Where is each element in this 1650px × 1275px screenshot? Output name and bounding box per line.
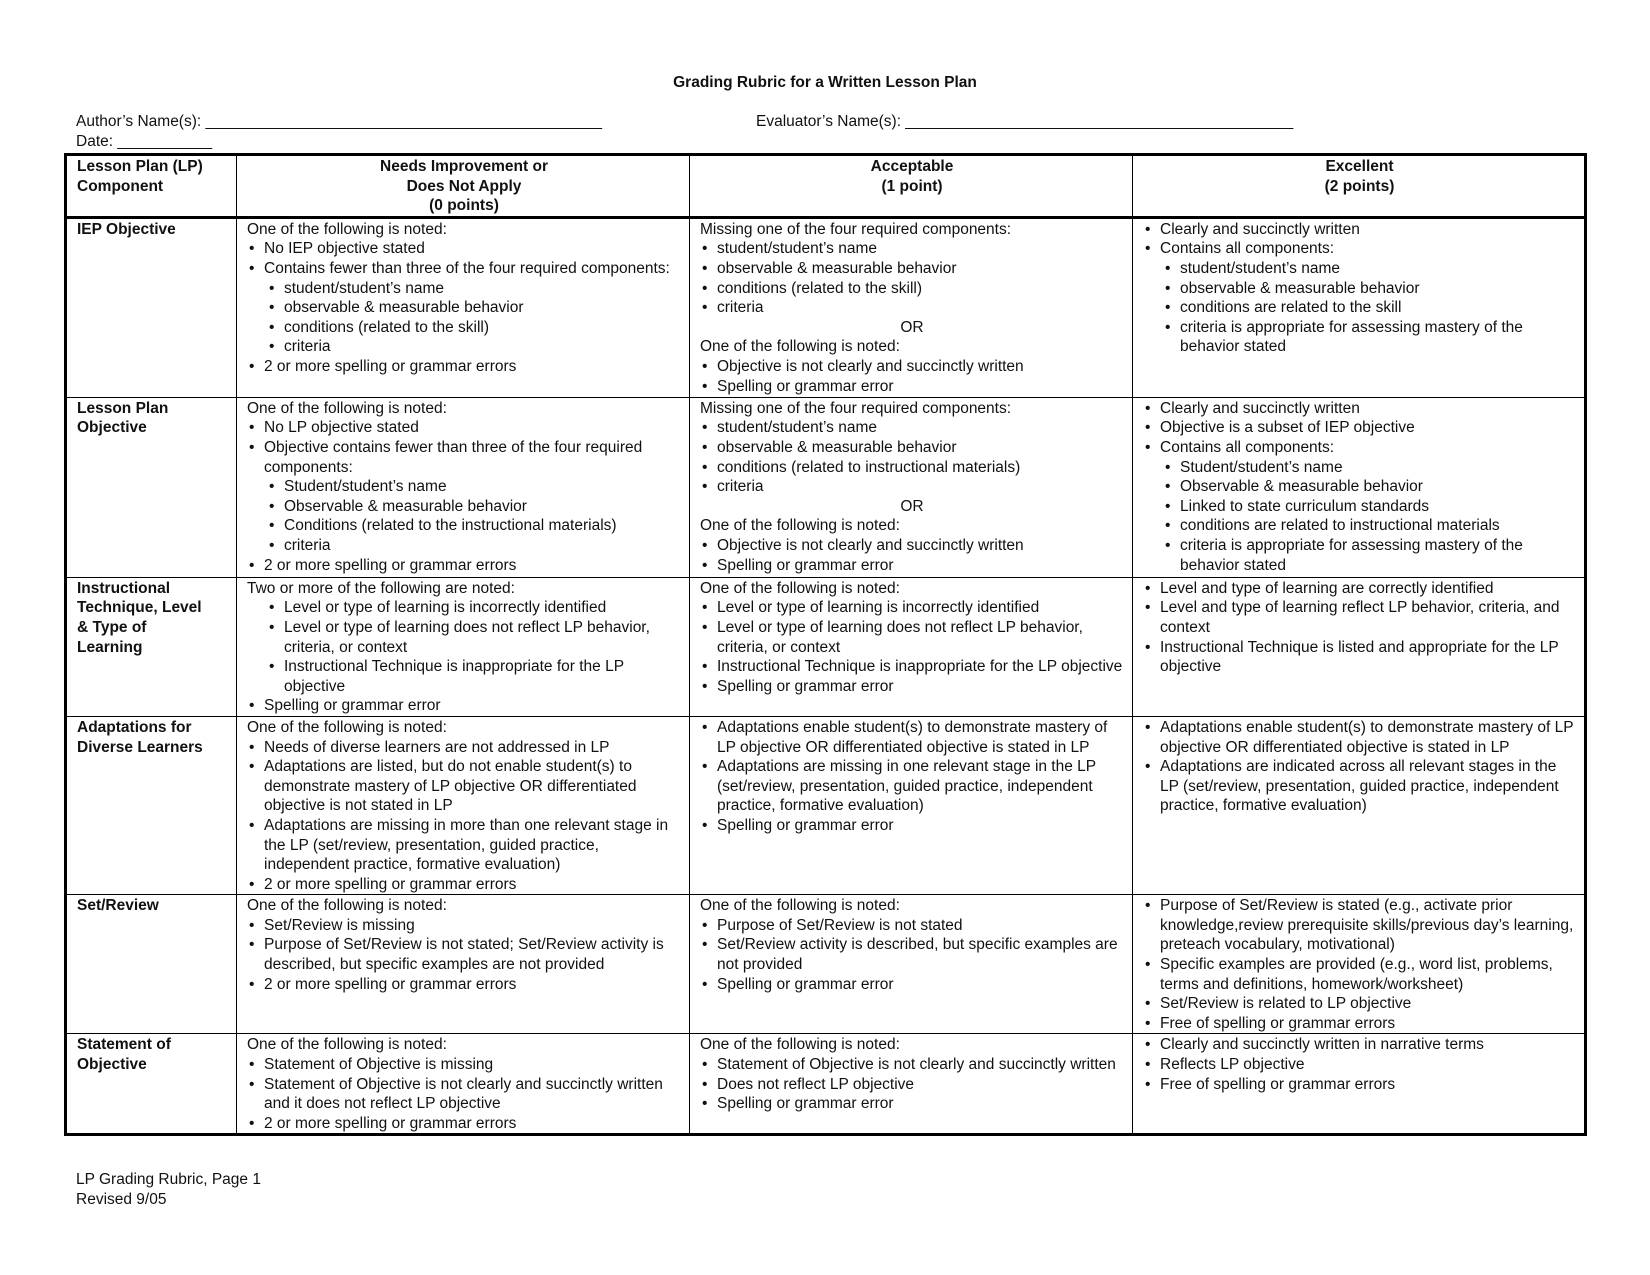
- list-item: • criteria is appropriate for assessing mastery of the behavior stated: [1163, 318, 1576, 357]
- header-acceptable: [690, 155, 1133, 218]
- list-item: • Contains fewer than three of the four required components:: [247, 259, 681, 279]
- list-item: • Observable & measurable behavior: [1163, 477, 1576, 497]
- list-item: • Purpose of Set/Review is not stated: [700, 916, 1124, 936]
- cell-intro: One of the following is noted:: [700, 1036, 900, 1054]
- list-item: • Statement of Objective is missing: [247, 1055, 681, 1075]
- list-item: • criteria: [267, 536, 681, 556]
- list-item: • conditions (related to the skill): [700, 279, 1124, 299]
- footer-revised-label: Revised 9/05: [76, 1190, 167, 1208]
- cell-intro: One of the following is noted:: [700, 338, 900, 356]
- cell-intro: Two or more of the following are noted:: [247, 579, 515, 597]
- needs-cell: [237, 577, 690, 716]
- list-item: • Spelling or grammar error: [700, 377, 1124, 397]
- or-separator: OR: [900, 497, 924, 515]
- component-label: & Type of: [77, 618, 147, 636]
- needs-cell: [237, 716, 690, 894]
- bullet-list: [700, 418, 1124, 496]
- acceptable-cell: [690, 1034, 1133, 1135]
- page-title: Grading Rubric for a Written Lesson Plan: [673, 74, 977, 91]
- list-item: • student/student’s name: [700, 418, 1124, 438]
- list-item: • conditions (related to instructional materials): [700, 458, 1124, 478]
- cell-intro: One of the following is noted:: [247, 399, 447, 417]
- header-needs-line: (0 points): [429, 197, 499, 215]
- component-label: Learning: [77, 638, 143, 656]
- component-label: Set/Review: [77, 897, 159, 915]
- excellent-cell: [1133, 716, 1586, 894]
- list-item: • 2 or more spelling or grammar errors: [247, 975, 681, 995]
- sub-bullet-list: [267, 598, 681, 696]
- list-item: • No IEP objective stated: [247, 239, 681, 259]
- needs-cell: [237, 1034, 690, 1135]
- sub-bullet-list: [267, 477, 681, 555]
- acceptable-cell: [690, 895, 1133, 1034]
- header-needs-improvement: [237, 155, 690, 218]
- header-excellent-line: (2 points): [1324, 177, 1395, 195]
- list-item: • Reflects LP objective: [1143, 1055, 1576, 1075]
- list-item: • observable & measurable behavior: [700, 259, 1124, 279]
- bullet-list: [247, 239, 681, 278]
- list-item: • Contains all components:: [1143, 239, 1576, 259]
- list-item: • 2 or more spelling or grammar errors: [247, 1114, 681, 1134]
- cell-intro: One of the following is noted:: [247, 718, 447, 736]
- bullet-list: [1143, 896, 1576, 1033]
- list-item: • Spelling or grammar error: [700, 556, 1124, 576]
- header-excellent: [1133, 155, 1586, 218]
- page-footer: [76, 1170, 261, 1209]
- acceptable-cell: [690, 217, 1133, 397]
- list-item: • Spelling or grammar error: [700, 1094, 1124, 1114]
- sub-bullet-list: [267, 279, 681, 357]
- bullet-list: [1143, 718, 1576, 816]
- excellent-cell: [1133, 1034, 1586, 1135]
- list-item: • Needs of diverse learners are not addressed in LP: [247, 738, 681, 758]
- list-item: • Instructional Technique is inappropriate for the LP objective: [267, 657, 681, 696]
- list-item: • Clearly and succinctly written: [1143, 220, 1576, 240]
- list-item: • Statement of Objective is not clearly and succinctly written and it does not reflect LP objective: [247, 1075, 681, 1114]
- bullet-list: [247, 916, 681, 994]
- needs-cell: [237, 217, 690, 397]
- bullet-list: [700, 598, 1124, 696]
- list-item: • conditions (related to the skill): [267, 318, 681, 338]
- list-item: • observable & measurable behavior: [1163, 279, 1576, 299]
- excellent-cell: [1133, 577, 1586, 716]
- component-cell: [66, 217, 237, 397]
- list-item: • Instructional Technique is listed and appropriate for the LP objective: [1143, 638, 1576, 677]
- bullet-list: [247, 696, 681, 716]
- rubric-row: [66, 577, 1586, 716]
- footer-page-label: LP Grading Rubric, Page 1: [76, 1171, 261, 1188]
- list-item: • Linked to state curriculum standards: [1163, 497, 1576, 517]
- date-field: Date: ___________: [76, 133, 213, 150]
- list-item: • Free of spelling or grammar errors: [1143, 1075, 1576, 1095]
- cell-intro: Missing one of the four required components:: [700, 220, 1012, 238]
- list-item: • Level and type of learning are correctly identified: [1143, 579, 1576, 599]
- bullet-list: [700, 916, 1124, 994]
- list-item: • Spelling or grammar error: [700, 975, 1124, 995]
- list-item: • criteria is appropriate for assessing mastery of the behavior stated: [1163, 536, 1576, 575]
- header-acceptable-line: Acceptable: [870, 158, 954, 175]
- bullet-list: [700, 536, 1124, 575]
- list-item: • Objective is not clearly and succinctly written: [700, 357, 1124, 377]
- rubric-row: [66, 217, 1586, 397]
- author-name-field: Author’s Name(s): ______________________________________________: [76, 113, 603, 130]
- component-label: Lesson Plan: [77, 399, 169, 417]
- list-item: • Clearly and succinctly written: [1143, 399, 1576, 419]
- component-cell: [66, 1034, 237, 1135]
- list-item: • Objective is a subset of IEP objective: [1143, 418, 1576, 438]
- bullet-list: [700, 718, 1124, 836]
- list-item: • Adaptations are missing in one relevant stage in the LP (set/review, presentation, guided practice, independent practice, formative evaluation): [700, 757, 1124, 816]
- acceptable-cell: [690, 577, 1133, 716]
- or-separator: OR: [900, 318, 924, 336]
- list-item: • Level or type of learning is incorrectly identified: [700, 598, 1124, 618]
- list-item: • Spelling or grammar error: [247, 696, 681, 716]
- evaluator-name-field: Evaluator’s Name(s): _____________________________________________: [756, 113, 1294, 130]
- bullet-list: [247, 418, 681, 477]
- list-item: • Contains all components:: [1143, 438, 1576, 458]
- list-item: • Adaptations are missing in more than one relevant stage in the LP (set/review, presentation, guided practice, independent practice, formative evaluation): [247, 816, 681, 875]
- cell-intro: One of the following is noted:: [247, 220, 447, 238]
- header-component: [66, 155, 237, 218]
- list-item: • Observable & measurable behavior: [267, 497, 681, 517]
- component-cell: [66, 716, 237, 894]
- sub-bullet-list: [1163, 259, 1576, 357]
- header-component-line: Component: [77, 177, 164, 195]
- excellent-cell: [1133, 895, 1586, 1034]
- list-item: • Level or type of learning does not reflect LP behavior, criteria, or context: [267, 618, 681, 657]
- header-needs-line: Needs Improvement or: [380, 158, 548, 175]
- list-item: • conditions are related to the skill: [1163, 298, 1576, 318]
- component-label: IEP Objective: [77, 220, 176, 238]
- list-item: • Student/student’s name: [1163, 458, 1576, 478]
- bullet-list: [247, 1055, 681, 1133]
- list-item: • No LP objective stated: [247, 418, 681, 438]
- component-label: Adaptations for: [77, 718, 192, 736]
- excellent-cell: [1133, 217, 1586, 397]
- sub-bullet-list: [1163, 458, 1576, 576]
- cell-intro: Missing one of the four required components:: [700, 399, 1012, 417]
- excellent-cell: [1133, 397, 1586, 577]
- list-item: • criteria: [700, 298, 1124, 318]
- list-item: • Adaptations are indicated across all relevant stages in the LP (set/review, presentation, guided practice, independent practice, formative evaluation): [1143, 757, 1576, 816]
- list-item: • Set/Review is related to LP objective: [1143, 994, 1576, 1014]
- list-item: • Does not reflect LP objective: [700, 1075, 1124, 1095]
- cell-intro: One of the following is noted:: [700, 579, 900, 597]
- cell-intro: One of the following is noted:: [247, 1036, 447, 1054]
- component-cell: [66, 577, 237, 716]
- bullet-list: [1143, 1035, 1576, 1094]
- list-item: • 2 or more spelling or grammar errors: [247, 357, 681, 377]
- list-item: • Spelling or grammar error: [700, 677, 1124, 697]
- bullet-list: [1143, 220, 1576, 259]
- bullet-list: [247, 556, 681, 576]
- component-label: Objective: [77, 1056, 147, 1074]
- list-item: • Level and type of learning reflect LP behavior, criteria, and context: [1143, 598, 1576, 637]
- cell-intro: One of the following is noted:: [247, 897, 447, 915]
- rubric-row: [66, 716, 1586, 894]
- header-component-line: Lesson Plan (LP): [77, 158, 203, 175]
- bullet-list: [1143, 579, 1576, 677]
- bullet-list: [247, 357, 681, 377]
- acceptable-cell: [690, 716, 1133, 894]
- list-item: • Level or type of learning does not reflect LP behavior, criteria, or context: [700, 618, 1124, 657]
- list-item: • Statement of Objective is not clearly and succinctly written: [700, 1055, 1124, 1075]
- bullet-list: [700, 357, 1124, 396]
- list-item: • Objective contains fewer than three of the four required components:: [247, 438, 681, 477]
- list-item: • student/student’s name: [267, 279, 681, 299]
- list-item: • student/student’s name: [1163, 259, 1576, 279]
- component-cell: [66, 895, 237, 1034]
- component-cell: [66, 397, 237, 577]
- list-item: • Spelling or grammar error: [700, 816, 1124, 836]
- bullet-list: [700, 239, 1124, 317]
- acceptable-cell: [690, 397, 1133, 577]
- cell-intro: One of the following is noted:: [700, 517, 900, 535]
- bullet-list: [247, 738, 681, 895]
- list-item: • Objective is not clearly and succinctly written: [700, 536, 1124, 556]
- header-excellent-line: Excellent: [1325, 158, 1394, 175]
- component-label: Diverse Learners: [77, 738, 203, 756]
- bullet-list: [700, 1055, 1124, 1114]
- rubric-row: [66, 397, 1586, 577]
- cell-intro: One of the following is noted:: [700, 897, 900, 915]
- list-item: • criteria: [267, 337, 681, 357]
- list-item: • Purpose of Set/Review is stated (e.g., activate prior knowledge,review prerequisite skills/previous day’s learning, preteach vocabulary, motivational): [1143, 896, 1576, 955]
- component-label: Technique, Level: [77, 599, 202, 617]
- list-item: • Student/student’s name: [267, 477, 681, 497]
- header-needs-line: Does Not Apply: [406, 177, 522, 195]
- list-item: • conditions are related to instructional materials: [1163, 516, 1576, 536]
- list-item: • Set/Review activity is described, but specific examples are not provided: [700, 935, 1124, 974]
- list-item: • Clearly and succinctly written in narrative terms: [1143, 1035, 1576, 1055]
- rubric-row: [66, 895, 1586, 1034]
- list-item: • student/student’s name: [700, 239, 1124, 259]
- list-item: • Adaptations enable student(s) to demonstrate mastery of LP objective OR differentiated objective is stated in LP: [1143, 718, 1576, 757]
- list-item: • Conditions (related to the instructional materials): [267, 516, 681, 536]
- list-item: • Free of spelling or grammar errors: [1143, 1014, 1576, 1034]
- bullet-list: [1143, 399, 1576, 458]
- list-item: • observable & measurable behavior: [267, 298, 681, 318]
- list-item: • criteria: [700, 477, 1124, 497]
- component-label: Instructional: [77, 579, 171, 597]
- needs-cell: [237, 397, 690, 577]
- list-item: • 2 or more spelling or grammar errors: [247, 875, 681, 895]
- component-label: Objective: [77, 419, 147, 437]
- rubric-header-row: [66, 155, 1586, 218]
- list-item: • Purpose of Set/Review is not stated; Set/Review activity is described, but specific examples are not provided: [247, 935, 681, 974]
- header-acceptable-line: (1 point): [881, 177, 943, 195]
- list-item: • Instructional Technique is inappropriate for the LP objective: [700, 657, 1124, 677]
- rubric-row: [66, 1034, 1586, 1135]
- list-item: • Adaptations are listed, but do not enable student(s) to demonstrate mastery of LP objective OR differentiated objective is not stated in LP: [247, 757, 681, 816]
- list-item: • Adaptations enable student(s) to demonstrate mastery of LP objective OR differentiated objective is stated in LP: [700, 718, 1124, 757]
- needs-cell: [237, 895, 690, 1034]
- list-item: • observable & measurable behavior: [700, 438, 1124, 458]
- list-item: • Set/Review is missing: [247, 916, 681, 936]
- list-item: • Specific examples are provided (e.g., word list, problems, terms and definitions, homework/worksheet): [1143, 955, 1576, 994]
- rubric-table: [64, 153, 1587, 1136]
- list-item: • Level or type of learning is incorrectly identified: [267, 598, 681, 618]
- list-item: • 2 or more spelling or grammar errors: [247, 556, 681, 576]
- component-label: Statement of: [77, 1036, 171, 1054]
